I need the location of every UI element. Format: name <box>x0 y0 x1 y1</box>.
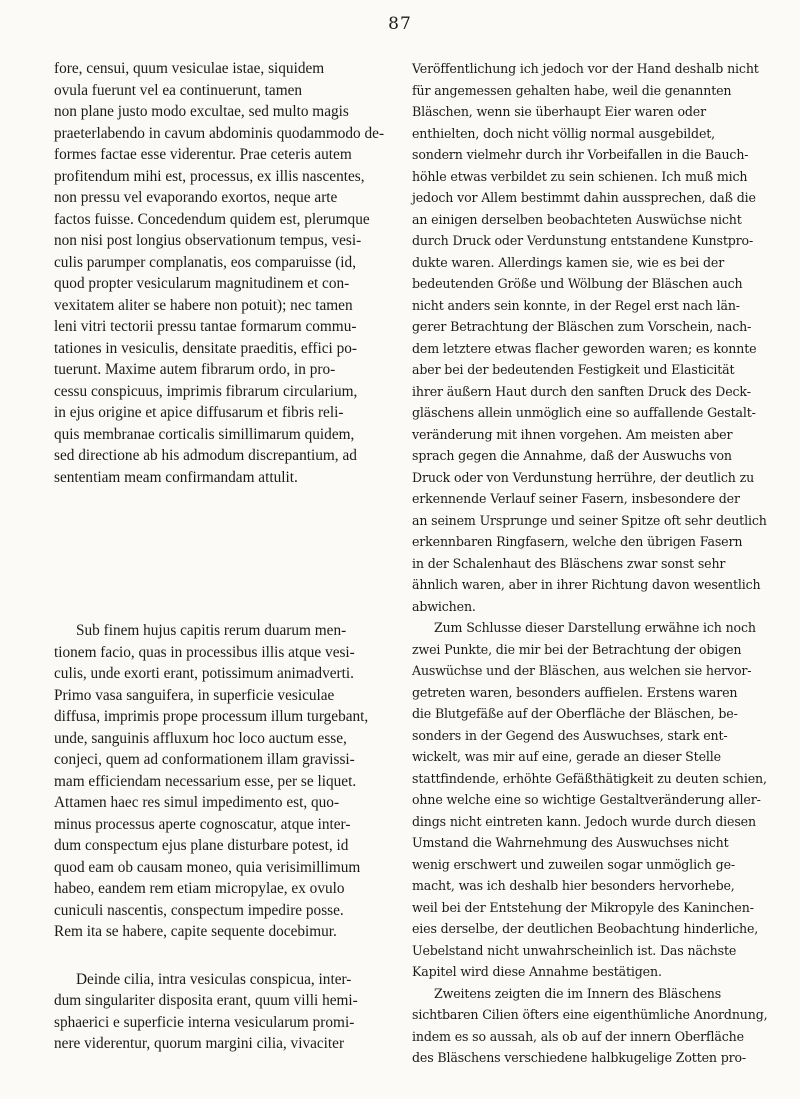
german-text-line: veränderung mit ihnen vorgehen. Am meisten aber <box>412 426 733 442</box>
german-text-line: Uebelstand nicht unwahrscheinlich ist. Das nächste <box>412 942 737 958</box>
latin-text-line: mam efficiendam necessarium esse, per se liquet. <box>54 772 357 790</box>
german-text-line: Zum Schlusse dieser Darstellung erwähne ich noch <box>434 620 756 635</box>
german-text-line: eies derselbe, der deutlichen Beobachtung hinderliche, <box>412 921 759 936</box>
latin-text-line: Attamen haec res simul impedimento est, quo- <box>54 794 340 811</box>
latin-text-line: Rem ita se habere, capite sequente docebimur. <box>54 923 337 940</box>
german-text-line: sichtbaren Cilien öfters eine eigenthümliche Anordnung, <box>412 1007 768 1022</box>
german-text-line: dings nicht eintreten kann. Jedoch wurde durch diesen <box>412 813 756 829</box>
latin-text-line: quod propter vesicularum magnitudinem et con- <box>54 275 350 292</box>
german-column <box>412 58 768 1069</box>
latin-text-line: non plane justo modo excultae, sed multo magis <box>54 103 349 120</box>
german-text-line: Umstand die Wahrnehmung des Auswuchses nicht <box>412 835 729 850</box>
german-text-line: an einigen derselben beobachteten Auswüchse nicht <box>412 211 742 227</box>
latin-text-line: non pressu vel evaporando exortos, neque arte <box>54 189 338 206</box>
german-text-line: für angemessen gehalten habe, weil die genannten <box>412 82 732 98</box>
german-text-line: abwichen. <box>412 598 476 614</box>
latin-text-line: quod eam ob causam moneo, quia verisimillimum <box>54 858 361 876</box>
latin-text-line: minus processus aperte cognoscatur, atque inter- <box>54 815 351 833</box>
latin-text-line: leni vitri tectorii pressu tantae formarum commu- <box>54 318 357 335</box>
german-text-line: ohne welche eine so wichtige Gestaltveränderung aller- <box>412 792 761 807</box>
german-text-line: sprach gegen die Annahme, daß der Auswuchs von <box>412 448 732 463</box>
german-text-line: gerer Betrachtung der Bläschen zum Vorschein, nach- <box>412 319 752 334</box>
german-text-line: Kapitel wird diese Annahme bestätigen. <box>412 964 662 979</box>
german-text-line: dem letztere etwas flacher geworden waren; es konnte <box>412 340 757 356</box>
latin-text-line: cessu conspicuus, imprimis fibrarum circularium, <box>54 382 358 400</box>
german-text-line: indem es so aussah, als ob auf der innern Oberfläche <box>412 1028 744 1044</box>
latin-text-line: tionem facio, quas in processibus illis atque vesi- <box>54 643 355 661</box>
paragraph-gap <box>54 488 394 620</box>
latin-text-line: Deinde cilia, intra vesiculas conspicua, inter- <box>76 970 352 988</box>
latin-text-line: habeo, eandem rem etiam micropylae, ex ovulo <box>54 880 345 897</box>
german-text-line: ähnlich waren, aber in ihrer Richtung davon wesentlich <box>412 577 761 592</box>
german-text-line: nicht anders sein konnte, in der Regel erst nach län- <box>412 297 740 313</box>
german-text-line: zwei Punkte, die mir bei der Betrachtung der obigen <box>412 641 742 657</box>
latin-text-line: cuniculi nascentis, conspectum impedire posse. <box>54 901 344 919</box>
german-text-line: durch Druck oder Verdunstung entstandene Kunstpro- <box>412 233 754 248</box>
german-text-line: macht, was ich deshalb hier besonders hervorhebe, <box>412 878 735 893</box>
latin-text-line: dum singulariter disposita erant, quum villi hemi- <box>54 992 358 1009</box>
german-text-line: in der Schalenhaut des Bläschens zwar sonst sehr <box>412 555 726 571</box>
german-text-line: höhle etwas verbildet zu sein schienen. Ich muß mich <box>412 168 748 184</box>
german-text-line: sonders in der Gegend des Auswuchses, stark ent- <box>412 727 728 743</box>
latin-text-line: sententiam meam confirmandam attulit. <box>54 468 298 486</box>
german-text-line: jedoch vor Allem bestimmt dahin aussprechen, daß die <box>412 190 756 205</box>
german-text-line: an seinem Ursprunge und seiner Spitze oft sehr deutlich <box>412 512 767 528</box>
latin-text-line: sed directione ab his admodum discrepantium, ad <box>54 447 357 464</box>
german-text-line: erkennende Verlauf seiner Fasern, insbesondere der <box>412 491 740 506</box>
german-text-line: Auswüchse und der Bläschen, aus welchen sie hervor- <box>412 663 752 678</box>
german-text-line: sondern vielmehr durch ihr Vorbeifallen in die Bauch- <box>412 147 749 162</box>
german-text-line: aber bei der bedeutenden Festigkeit und Elasticität <box>412 362 735 377</box>
german-text-line: die Blutgefäße auf der Oberfläche der Bläschen, be- <box>412 706 738 721</box>
latin-text-line: in ejus origine et apice diffusarum et fibris reli- <box>54 404 344 421</box>
latin-text-line: Primo vasa sanguifera, in superficie vesiculae <box>54 686 335 704</box>
latin-text-line: culis, unde exorti erant, potissimum animadverti. <box>54 665 354 682</box>
latin-text-line: praeterlabendo in cavum abdominis quodammodo de- <box>54 124 385 142</box>
latin-text-line: culis parumper complanatis, eos comparuisse (id, <box>54 253 357 271</box>
latin-text-line: fore, censui, quum vesiculae istae, siquidem <box>54 60 325 77</box>
german-text-line: des Bläschens verschiedene halbkugelige Zotten pro- <box>412 1050 747 1065</box>
german-text-line: Veröffentlichung ich jedoch vor der Hand deshalb nicht <box>412 61 759 76</box>
german-text-line: Druck oder von Verdunstung herrühre, der deutlich zu <box>412 469 755 485</box>
german-text-line: ihrer äußern Haut durch den sanften Druck des Deck- <box>412 383 751 399</box>
latin-text-line: factos fuisse. Concedendum quidem est, plerumque <box>54 210 370 228</box>
german-text-line: bedeutenden Größe und Wölbung der Bläschen auch <box>412 276 743 291</box>
german-text-line: stattfindende, erhöhte Gefäßthätigkeit zu deuten schien, <box>412 770 767 786</box>
german-text-line: gläschens allein unmöglich eine so auffallende Gestalt- <box>412 405 756 420</box>
german-text-line: enthielten, doch nicht völlig normal ausgebildet, <box>412 125 716 141</box>
latin-text-line: formes factae esse viderentur. Prae ceteris autem <box>54 146 352 163</box>
paragraph-gap <box>54 943 394 969</box>
latin-text-line: quis membranae corticalis simillimarum quidem, <box>54 425 355 443</box>
latin-text-line: non nisi post longius observationum tempus, vesi- <box>54 232 362 249</box>
german-text-line: wenig erschwert und zuweilen sogar unmöglich ge- <box>412 856 735 872</box>
german-text-line: Bläschen, wenn sie überhaupt Eier waren oder <box>412 104 706 119</box>
latin-text-line: profitendum mihi est, processus, ex illis nascentes, <box>54 167 365 185</box>
latin-text-line: tationes in vesiculis, densitate praeditis, effici po- <box>54 339 358 357</box>
german-text-line: wickelt, was mir auf eine, gerade an dieser Stelle <box>412 749 721 764</box>
latin-text-line: unde, sanguinis affluxum hoc loco auctum esse, <box>54 729 347 747</box>
latin-text-line: dum conspectum ejus plane disturbare potest, id <box>54 837 349 854</box>
german-text-line: erkennbaren Ringfasern, welche den übrigen Fasern <box>412 534 743 549</box>
german-text-line: getreten waren, besonders auffielen. Erstens waren <box>412 684 738 700</box>
latin-text-line: tuerunt. Maxime autem fibrarum ordo, in pro- <box>54 361 336 378</box>
german-text-line: weil bei der Entstehung der Mikropyle des Kaninchen- <box>412 899 754 915</box>
latin-text-line: diffusa, imprimis prope processum illum turgebant, <box>54 708 369 725</box>
page-number: 87 <box>388 14 412 34</box>
latin-column <box>54 58 394 1055</box>
german-text-line: Zweitens zeigten die im Innern des Bläschens <box>434 985 722 1001</box>
latin-text-line: vexitatem aliter se habere non potuit); nec tamen <box>54 296 353 314</box>
german-text-line: dukte waren. Allerdings kamen sie, wie es bei der <box>412 254 725 270</box>
latin-text-line: sphaerici e superficie interna vesicularum promi- <box>54 1013 355 1031</box>
latin-text-line: nere viderentur, quorum margini cilia, vivaciter <box>54 1035 345 1052</box>
latin-text-line: conjeci, quem ad conformationem illam gravissi- <box>54 751 355 768</box>
latin-text-line: Sub finem hujus capitis rerum duarum men- <box>76 622 347 639</box>
latin-text-line: ovula fuerunt vel ea continuerunt, tamen <box>54 81 303 99</box>
